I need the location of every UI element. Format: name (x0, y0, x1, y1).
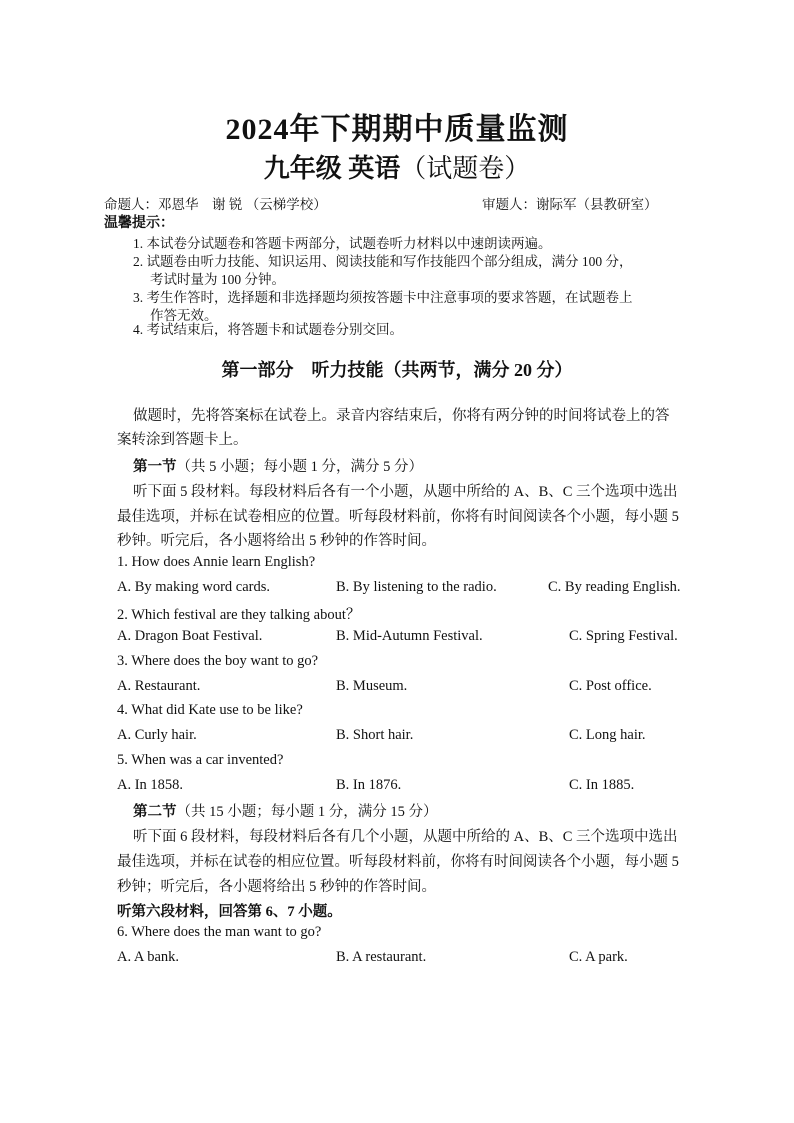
option-b: B. By listening to the radio. (336, 579, 497, 595)
section-desc-line: 最佳选项，并标在试卷的相应位置。听每段材料前，你将有时间阅读各个小题，每小题 5 (117, 854, 679, 870)
material-note: 听第六段材料，回答第 6、7 小题。 (117, 904, 342, 920)
option-b: B. A restaurant. (336, 949, 427, 965)
option-b: B. Short hair. (336, 727, 414, 743)
section-heading-label: 第二节 (133, 804, 177, 820)
section-heading-note: （共 15 小题；每小题 1 分，满分 15 分） (176, 804, 438, 820)
tip-line: 4. 考试结束后，将答题卡和试题卷分别交回。 (133, 322, 403, 337)
option-a: A. Dragon Boat Festival. (117, 628, 263, 644)
section-heading-label: 第一节 (133, 459, 177, 475)
section-heading (133, 455, 423, 476)
reviewer-line: 审题人：谢际军（县教研室） (482, 197, 658, 212)
subtitle-subject: 九年级 英语 (263, 154, 401, 183)
option-c: C. A park. (569, 949, 628, 965)
section-desc-line: 秒钟。听完后，各小题将给出 5 秒钟的作答时间。 (117, 533, 436, 549)
intro-line: 做题时，先将答案标在试卷上。录音内容结束后，你将有两分钟的时间将试卷上的答 (133, 408, 670, 424)
section-heading-note: （共 5 小题；每小题 1 分，满分 5 分） (176, 459, 423, 475)
tips-heading: 温馨提示： (104, 216, 174, 231)
option-c: C. Long hair. (569, 727, 646, 743)
section-desc-line: 最佳选项，并标在试卷相应的位置。听每段材料前，你将有时间阅读各个小题，每小题 5 (117, 509, 679, 525)
question-stem: 5. When was a car invented? (117, 752, 284, 768)
option-b: B. In 1876. (336, 777, 402, 793)
tip-line: 2. 试题卷由听力技能、知识运用、阅读技能和写作技能四个部分组成，满分 100 分， (133, 254, 633, 269)
tip-line: 3. 考生作答时，选择题和非选择题均须按答题卡中注意事项的要求答题，在试题卷上 (133, 290, 633, 305)
option-c: C. Spring Festival. (569, 628, 678, 644)
page-title: 2024年下期期中质量监测 (225, 113, 569, 146)
option-a: A. In 1858. (117, 777, 184, 793)
option-b: B. Museum. (336, 678, 408, 694)
section-desc-line: 秒钟；听完后，各小题将给出 5 秒钟的作答时间。 (117, 879, 436, 895)
question-stem: 4. What did Kate use to be like? (117, 702, 303, 718)
intro-line: 案转涂到答题卡上。 (117, 432, 248, 448)
page-subtitle (0, 148, 794, 185)
subtitle-paper-type: （试题卷） (400, 154, 531, 183)
authors-line: 命题人：邓恩华 谢 锐 （云梯学校） (104, 197, 327, 212)
option-a: A. By making word cards. (117, 579, 271, 595)
option-a: A. Restaurant. (117, 678, 201, 694)
option-c: C. Post office. (569, 678, 652, 694)
tip-line: 1. 本试卷分试题卷和答题卡两部分，试题卷听力材料以中速朗读两遍。 (133, 236, 552, 251)
option-a: A. A bank. (117, 949, 180, 965)
tip-line: 作答无效。 (150, 308, 218, 323)
question-stem: 3. Where does the boy want to go? (117, 653, 319, 669)
option-a: A. Curly hair. (117, 727, 197, 743)
section-desc-line: 听下面 6 段材料，每段材料后各有几个小题，从题中所给的 A、B、C 三个选项中选出 (133, 829, 678, 845)
tip-line: 考试时量为 100 分钟。 (150, 272, 285, 287)
option-b: B. Mid-Autumn Festival. (336, 628, 483, 644)
option-c: C. By reading English. (548, 579, 681, 595)
question-stem: 1. How does Annie learn English? (117, 554, 316, 570)
section-desc-line: 听下面 5 段材料。每段材料后各有一个小题，从题中所给的 A、B、C 三个选项中选出 (133, 484, 678, 500)
section-heading (133, 800, 438, 821)
question-stem: 2. Which festival are they talking about？ (117, 607, 361, 623)
part-title: 第一部分 听力技能（共两节，满分 20 分） (221, 360, 573, 380)
option-c: C. In 1885. (569, 777, 635, 793)
question-stem: 6. Where does the man want to go? (117, 924, 322, 940)
